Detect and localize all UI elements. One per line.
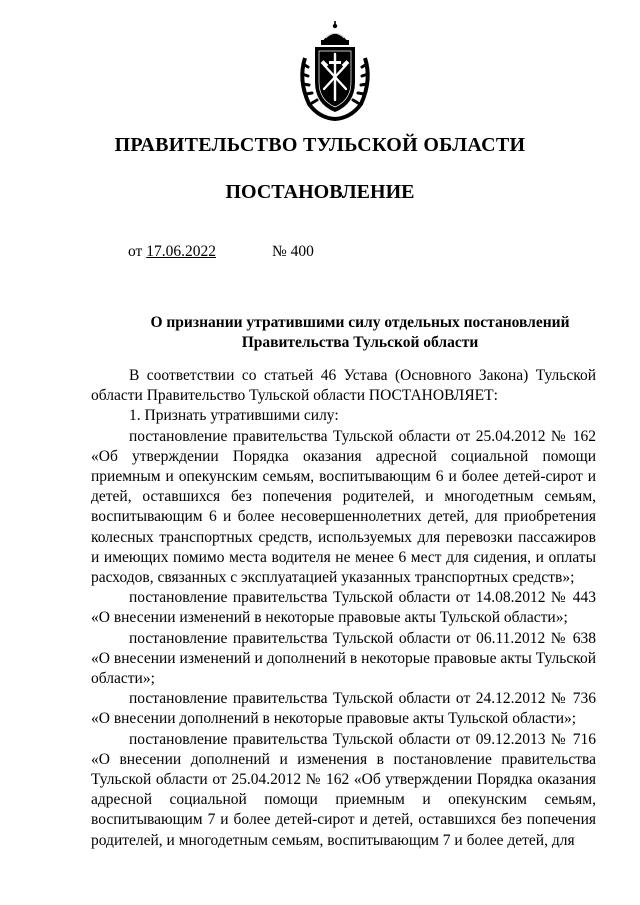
body-paragraph: постановление правительства Тульской области от 09.12.2013 № 716 «О внесении дополнений и изменения в постановление правительства Тульской области от 25.04.2012 № 162 «Об утверждении Порядка оказания адресной социальной помощи приемным и опекунским семьям, воспитывающим 7 и более детей-сирот и детей, оставшихся без попечения родителей, и многодетным семьям, воспитывающим 7 и более детей, для — [91, 730, 596, 849]
body-paragraph: постановление правительства Тульской области от 14.08.2012 № 443 «О внесении изменений в некоторые правовые акты Тульской области»; — [91, 589, 596, 627]
body-paragraph: постановление правительства Тульской области от 25.04.2012 № 162 «Об утверждении Порядка оказания адресной социальной помощи приемным и опекунским семьям, воспитывающим 6 и более детей-сирот и детей, оставшихся без попечения родителей, и многодетным семьям, воспитывающим 6 и более несовершеннолетних детей, для приобретения колесных транспортных средств, используемых для перевозки пассажиров и имеющих помимо места водителя не менее 6 мест для сидения, и оплаты расходов, связанных с эксплуатацией указанных транспортных средств»; — [91, 427, 596, 587]
coat-of-arms-icon — [295, 20, 375, 122]
body-paragraph: постановление правительства Тульской области от 24.12.2012 № 736 «О внесении дополнений в некоторые правовые акты Тульской области»; — [91, 690, 596, 728]
document-body — [91, 366, 596, 851]
subject-line-2: Правительства Тульской области — [241, 334, 479, 351]
number-prefix: № — [272, 243, 287, 260]
document-date — [128, 243, 216, 261]
date-value: 17.06.2022 — [146, 243, 216, 260]
subject-line-1: О признании утратившими силу отдельных постановлений — [150, 314, 570, 331]
body-paragraph: В соответствии со статьей 46 Устава (Основного Закона) Тульской области Правительство Тульской области ПОСТАНОВЛЯЕТ: — [91, 367, 596, 405]
document-number — [272, 243, 314, 261]
body-paragraph: постановление правительства Тульской области от 06.11.2012 № 638 «О внесении изменений и дополнений в некоторые правовые акты Тульской области»; — [91, 629, 596, 688]
government-title: ПРАВИТЕЛЬСТВО ТУЛЬСКОЙ ОБЛАСТИ — [114, 134, 526, 156]
number-value: 400 — [290, 243, 314, 260]
crown-icon — [321, 21, 349, 45]
document-subject — [60, 313, 640, 353]
document-type: ПОСТАНОВЛЕНИЕ — [225, 181, 415, 203]
body-paragraph: 1. Признать утратившими силу: — [129, 407, 339, 425]
date-prefix: от — [128, 243, 143, 260]
